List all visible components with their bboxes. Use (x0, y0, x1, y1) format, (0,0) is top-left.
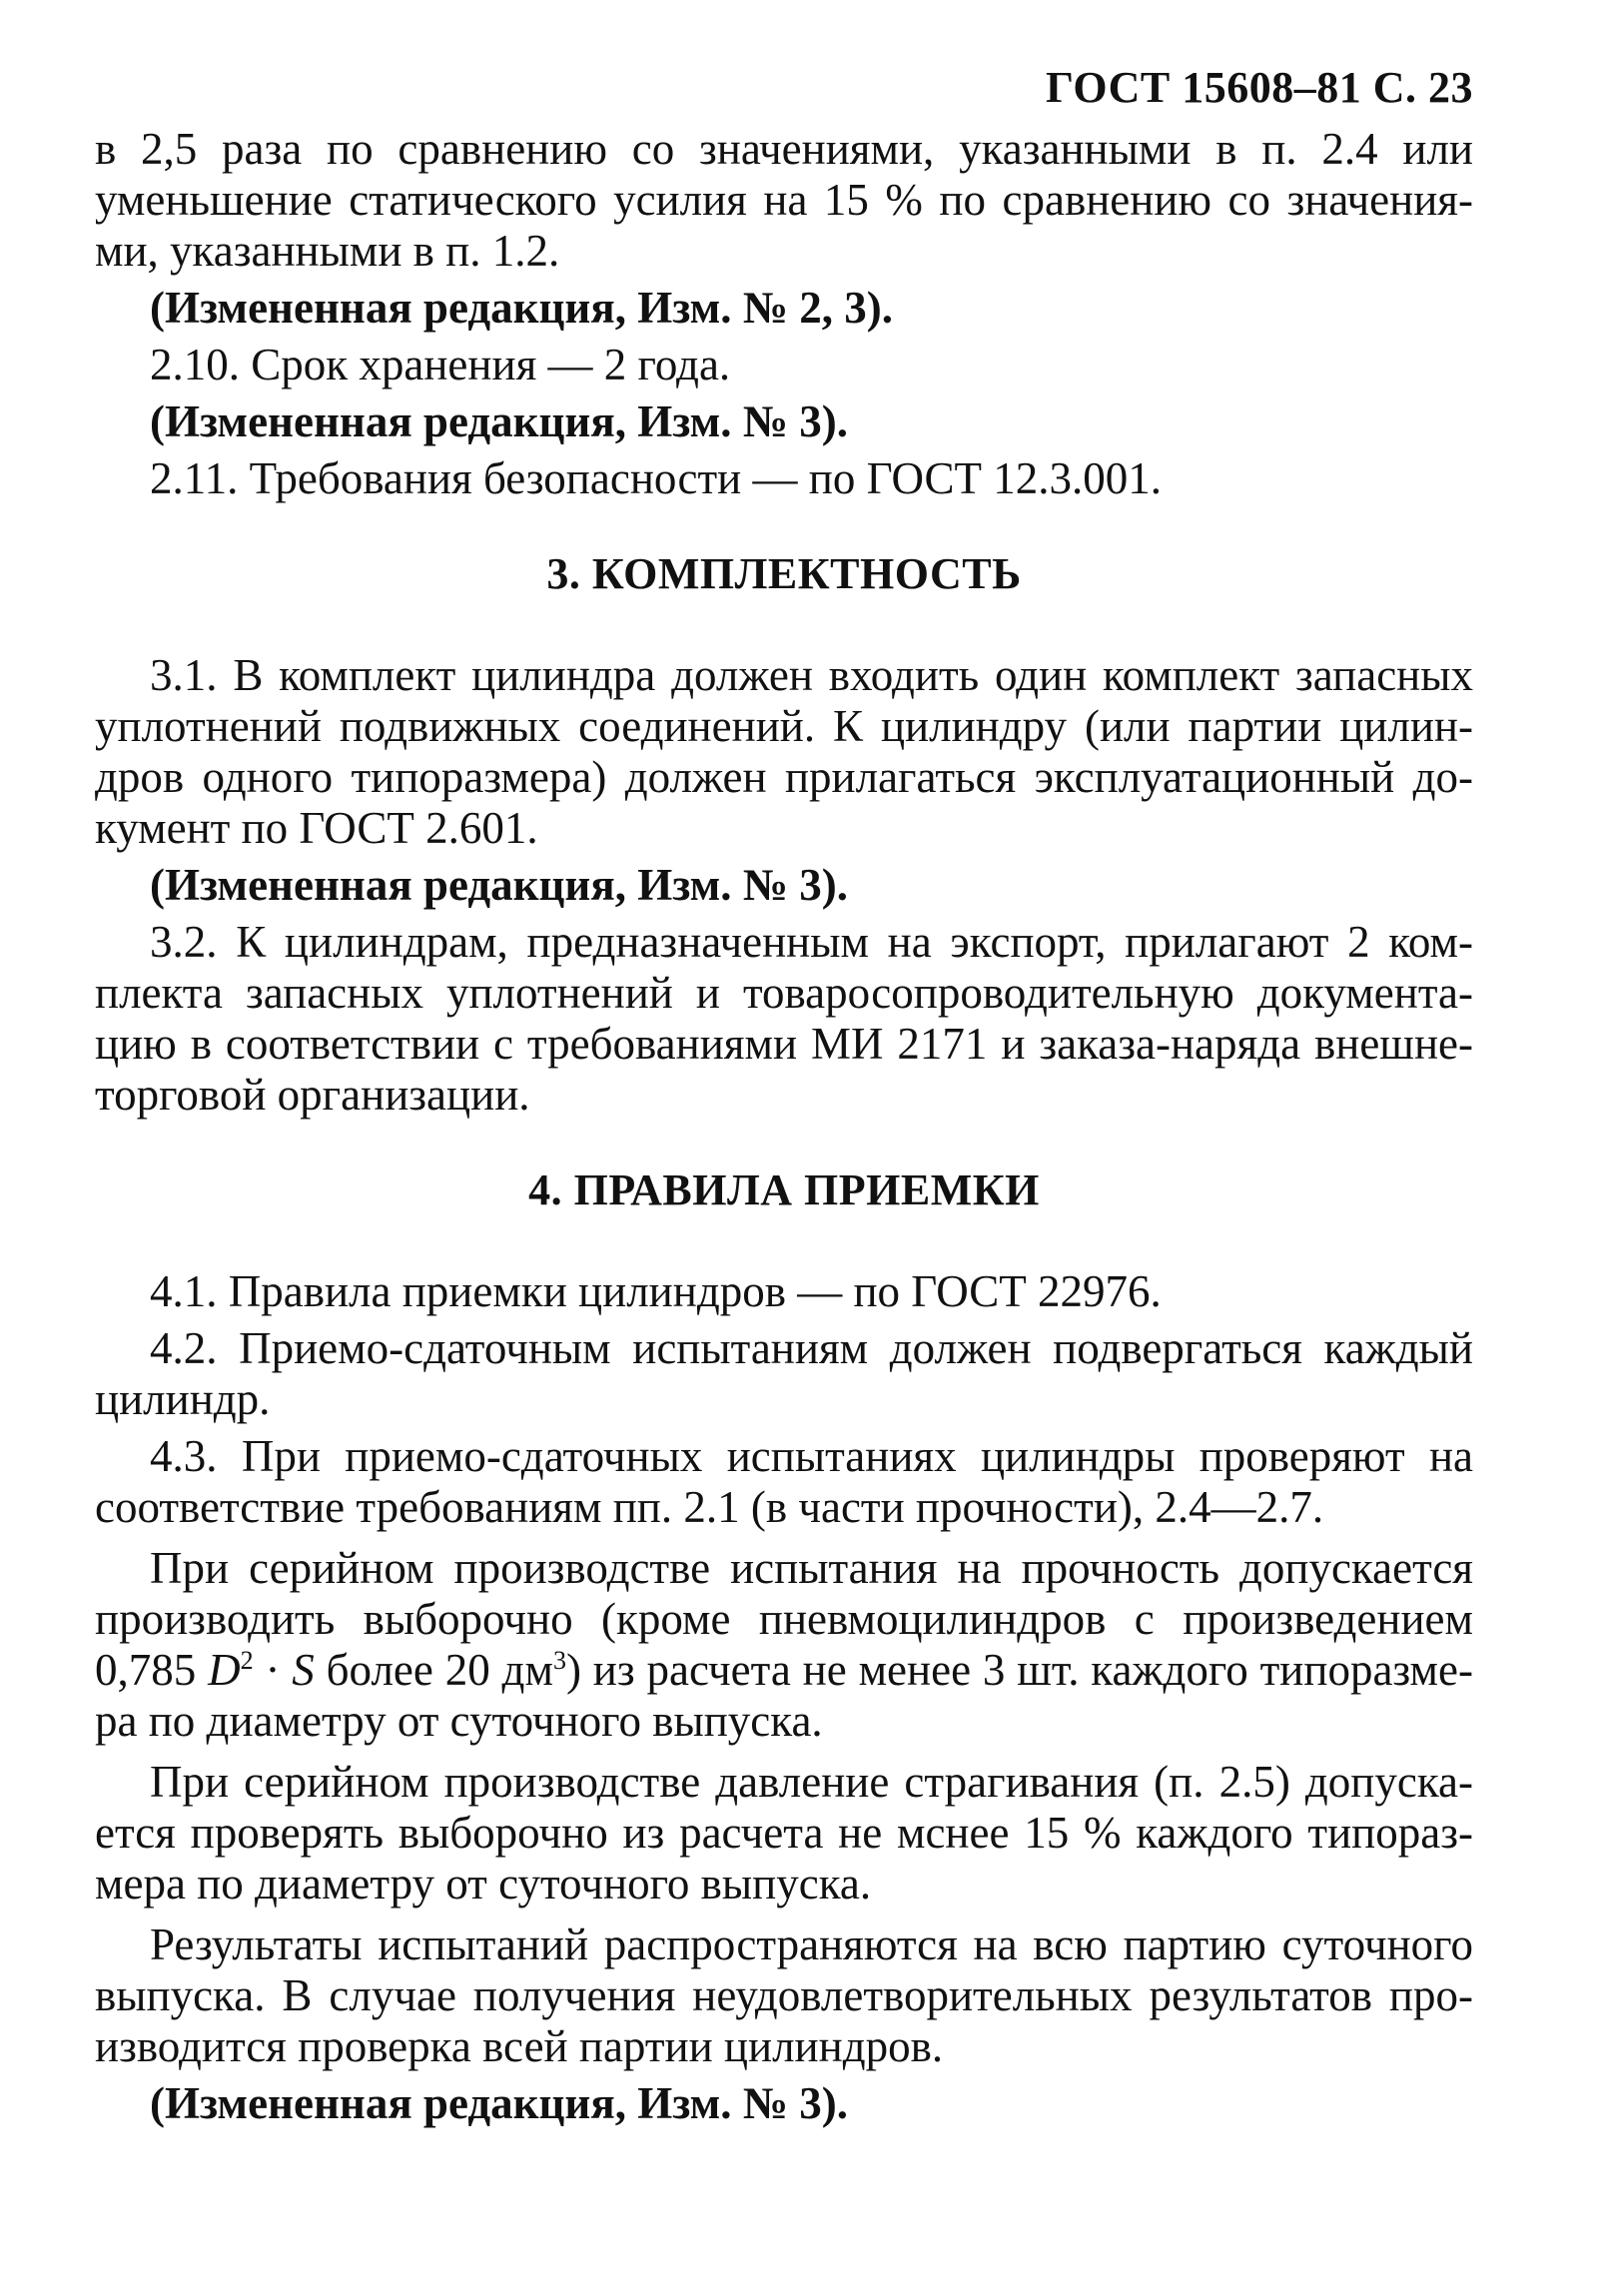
formula-symbol-D: D (208, 1645, 241, 1695)
section-title-acceptance-rules: 4. ПРАВИЛА ПРИЕМКИ (528, 1165, 1040, 1214)
amendment-note: (Измененная редакция, Изм. № 3). (150, 860, 849, 910)
clause-2-10: 2.10. Срок хранения — 2 года. (150, 340, 731, 389)
amendment-note: (Измененная редакция, Изм. № 3). (150, 2078, 849, 2128)
paragraph-serial-strength (95, 1543, 1473, 1747)
clause-4-3: 4.3. При приемо-сдаточных испытаниях цилиндры проверяют на соответствие требованиям пп. 2.1 (в части прочности), 2.4—2.7. (95, 1431, 1473, 1532)
superscript: 3 (552, 1646, 566, 1675)
paragraph-serial-pressure: При серийном производстве давление страгивания (п. 2.5) допуска-ется проверять выборочно из расчета не мснее 15 % каждого типораз-мера по диаметру от суточного выпуска. (95, 1757, 1473, 1909)
section-title-completeness: 3. КОМПЛЕКТНОСТЬ (546, 549, 1022, 598)
page-header: ГОСТ 15608–81 С. 23 (1045, 63, 1473, 112)
document-page (95, 60, 1473, 2129)
clause-3-2: 3.2. К цилиндрам, предназначенным на экспорт, прилагают 2 ком-плекта запасных уплотнений и товаросопроводительную документа-цию в соответствии с требованиями МИ 2171 и заказа-наряда внешне-торговой организации. (95, 917, 1473, 1120)
clause-2-11: 2.11. Требования безопасности — по ГОСТ 12.3.001. (150, 453, 1163, 503)
text-run: · (253, 1645, 293, 1695)
superscript: 2 (240, 1646, 254, 1675)
amendment-note: (Измененная редакция, Изм. № 2, 3). (150, 283, 894, 333)
text-run: ) из расчета не менее 3 шт. каждого типоразме-ра по диаметру от суточного выпуска. (95, 1645, 1473, 1746)
paragraph-results: Результаты испытаний распространяются на всю партию суточного выпуска. В случае получения неудовлетворительных результатов про-изводится проверка всей партии цилиндров. (95, 1919, 1473, 2071)
text-run: более 20 дм (314, 1645, 553, 1695)
clause-3-1: 3.1. В комплект цилиндра должен входить один комплект запасных уплотнений подвижных соединений. К цилиндру (или партии цилин-дров одного типоразмера) должен прилагаться эксплуатационный до-кумент по ГОСТ 2.601. (95, 650, 1473, 853)
formula-symbol-S: S (292, 1645, 315, 1695)
clause-4-1: 4.1. Правила приемки цилиндров — по ГОСТ 22976. (150, 1266, 1162, 1316)
amendment-note: (Измененная редакция, Изм. № 3). (150, 396, 849, 446)
paragraph-continuation: в 2,5 раза по сравнению со значениями, указанными в п. 2.4 или уменьшение статического усилия на 15 % по сравнению со значения-ми, указанными в п. 1.2. (95, 124, 1473, 276)
text-run: При серийном производстве испытания на прочность допускается производить выборочно (кроме пневмоцилиндров с произведением 0,785 (95, 1543, 1473, 1695)
clause-4-2: 4.2. Приемо-сдаточным испытаниям должен подвергаться каждый цилиндр. (95, 1323, 1473, 1424)
